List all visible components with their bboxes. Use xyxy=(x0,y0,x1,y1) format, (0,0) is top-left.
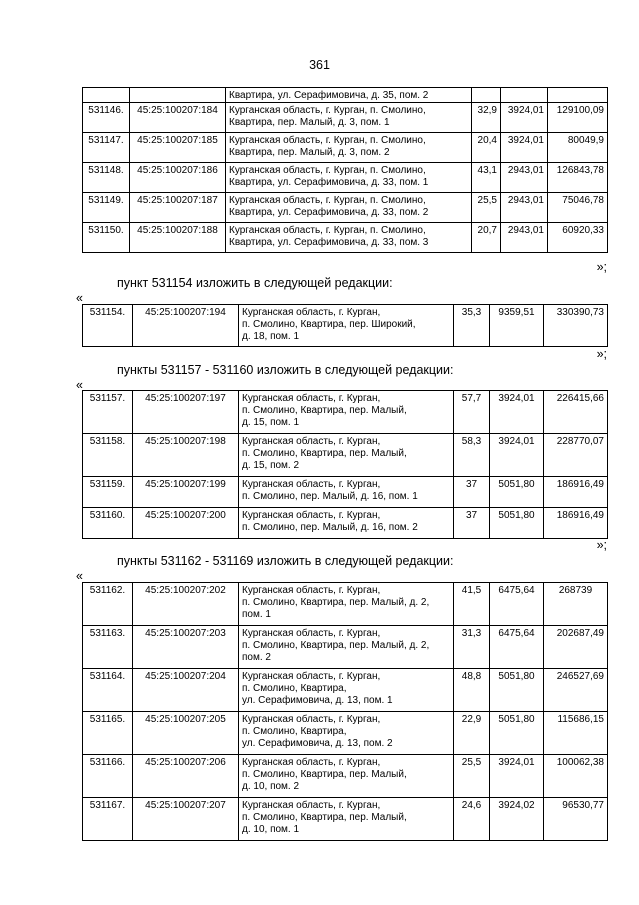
cell-address: Курганская область, г. Курган, п. Смолино, пер. Малый, д. 16, пом. 2 xyxy=(239,508,454,539)
cell-address: Квартира, ул. Серафимовича, д. 35, пом. 2 xyxy=(226,88,472,103)
cell-area: 25,5 xyxy=(472,193,501,223)
cell-cadastral xyxy=(130,88,226,103)
table-row xyxy=(83,391,608,434)
cell-area: 58,3 xyxy=(454,434,490,477)
cell-rate: 3924,02 xyxy=(490,798,544,841)
cell-address: Курганская область, г. Курган, п. Смолино, Квартира, пер. Малый, д. 10, пом. 2 xyxy=(239,755,454,798)
opening-quote-3: « xyxy=(76,569,83,583)
cell-rate: 3924,01 xyxy=(501,133,548,163)
table-row xyxy=(83,305,608,347)
cell-number: 531165. xyxy=(83,712,133,755)
cell-cadastral: 45:25:100207:199 xyxy=(133,477,239,508)
cell-address: Курганская область, г. Курган, п. Смолино, Квартира, пер. Малый, д. 10, пом. 1 xyxy=(239,798,454,841)
property-table-4 xyxy=(82,582,608,841)
cell-area: 35,3 xyxy=(454,305,490,347)
table-row xyxy=(83,434,608,477)
cell-area: 48,8 xyxy=(454,669,490,712)
cell-rate: 6475,64 xyxy=(490,626,544,669)
cell-area: 41,5 xyxy=(454,583,490,626)
cell-sum xyxy=(548,88,608,103)
cell-sum: 202687,49 xyxy=(544,626,608,669)
cell-cadastral: 45:25:100207:206 xyxy=(133,755,239,798)
cell-rate: 2943,01 xyxy=(501,223,548,253)
cell-rate: 3924,01 xyxy=(490,755,544,798)
cell-sum: 75046,78 xyxy=(548,193,608,223)
cell-number: 531163. xyxy=(83,626,133,669)
page-number: 361 xyxy=(309,58,330,72)
cell-area: 20,4 xyxy=(472,133,501,163)
table-row xyxy=(83,133,608,163)
cell-cadastral: 45:25:100207:184 xyxy=(130,103,226,133)
cell-address: Курганская область, г. Курган, п. Смолино, Квартира, пер. Малый, д. 2, пом. 2 xyxy=(239,626,454,669)
cell-number: 531166. xyxy=(83,755,133,798)
cell-area: 32,9 xyxy=(472,103,501,133)
cell-number: 531147. xyxy=(83,133,130,163)
closing-quote-1: »; xyxy=(596,260,607,274)
cell-rate: 2943,01 xyxy=(501,163,548,193)
table-row xyxy=(83,669,608,712)
cell-address: Курганская область, г. Курган, п. Смолино, Квартира, пер. Малый, д. 15, пом. 2 xyxy=(239,434,454,477)
cell-address: Курганская область, г. Курган, п. Смолино, Квартира, ул. Серафимовича, д. 33, пом. 3 xyxy=(226,223,472,253)
opening-quote-2: « xyxy=(76,378,83,392)
table-row xyxy=(83,103,608,133)
cell-area: 22,9 xyxy=(454,712,490,755)
cell-number: 531159. xyxy=(83,477,133,508)
table-row xyxy=(83,508,608,539)
amendment-note-2: пункты 531157 - 531160 изложить в следующей редакции: xyxy=(117,363,454,377)
amendment-note-1: пункт 531154 изложить в следующей редакции: xyxy=(117,276,393,290)
cell-address: Курганская область, г. Курган, п. Смолино, Квартира, пер. Малый, д. 2, пом. 1 xyxy=(239,583,454,626)
cell-address: Курганская область, г. Курган, п. Смолино, Квартира, пер. Малый, д. 3, пом. 2 xyxy=(226,133,472,163)
cell-address: Курганская область, г. Курган, п. Смолино, Квартира, пер. Малый, д. 3, пом. 1 xyxy=(226,103,472,133)
opening-quote-1: « xyxy=(76,291,83,305)
cell-rate: 3924,01 xyxy=(490,434,544,477)
cell-area: 37 xyxy=(454,508,490,539)
cell-number: 531149. xyxy=(83,193,130,223)
cell-sum: 100062,38 xyxy=(544,755,608,798)
cell-sum: 96530,77 xyxy=(544,798,608,841)
table-row xyxy=(83,712,608,755)
property-table-2 xyxy=(82,304,608,347)
cell-number: 531164. xyxy=(83,669,133,712)
cell-cadastral: 45:25:100207:202 xyxy=(133,583,239,626)
table-row xyxy=(83,626,608,669)
cell-cadastral: 45:25:100207:186 xyxy=(130,163,226,193)
property-table-3 xyxy=(82,390,608,539)
cell-address: Курганская область, г. Курган, п. Смолино, Квартира, ул. Серафимовича, д. 13, пом. 2 xyxy=(239,712,454,755)
cell-cadastral: 45:25:100207:205 xyxy=(133,712,239,755)
table-row xyxy=(83,163,608,193)
cell-cadastral: 45:25:100207:198 xyxy=(133,434,239,477)
cell-sum: 246527,69 xyxy=(544,669,608,712)
table-row xyxy=(83,223,608,253)
cell-address: Курганская область, г. Курган, п. Смолино, пер. Малый, д. 16, пом. 1 xyxy=(239,477,454,508)
cell-area: 24,6 xyxy=(454,798,490,841)
cell-cadastral: 45:25:100207:187 xyxy=(130,193,226,223)
cell-area: 31,3 xyxy=(454,626,490,669)
cell-cadastral: 45:25:100207:200 xyxy=(133,508,239,539)
cell-area: 43,1 xyxy=(472,163,501,193)
cell-rate: 2943,01 xyxy=(501,193,548,223)
cell-sum: 228770,07 xyxy=(544,434,608,477)
cell-sum: 129100,09 xyxy=(548,103,608,133)
cell-area: 37 xyxy=(454,477,490,508)
cell-sum: 268739 xyxy=(544,583,608,626)
table-row xyxy=(83,193,608,223)
cell-sum: 186916,49 xyxy=(544,477,608,508)
table-row xyxy=(83,583,608,626)
cell-number xyxy=(83,88,130,103)
cell-area: 20,7 xyxy=(472,223,501,253)
cell-area xyxy=(472,88,501,103)
cell-cadastral: 45:25:100207:203 xyxy=(133,626,239,669)
amendment-note-3: пункты 531162 - 531169 изложить в следующей редакции: xyxy=(117,554,454,568)
property-table-1 xyxy=(82,87,608,253)
cell-sum: 80049,9 xyxy=(548,133,608,163)
cell-number: 531162. xyxy=(83,583,133,626)
cell-sum: 330390,73 xyxy=(544,305,608,347)
cell-number: 531148. xyxy=(83,163,130,193)
cell-area: 25,5 xyxy=(454,755,490,798)
table-row xyxy=(83,798,608,841)
table-row xyxy=(83,477,608,508)
table-row xyxy=(83,88,608,103)
cell-sum: 115686,15 xyxy=(544,712,608,755)
cell-rate: 3924,01 xyxy=(490,391,544,434)
cell-address: Курганская область, г. Курган, п. Смолино, Квартира, пер. Малый, д. 15, пом. 1 xyxy=(239,391,454,434)
cell-rate xyxy=(501,88,548,103)
cell-cadastral: 45:25:100207:185 xyxy=(130,133,226,163)
cell-address: Курганская область, г. Курган, п. Смолино, Квартира, ул. Серафимовича, д. 13, пом. 1 xyxy=(239,669,454,712)
closing-quote-3: »; xyxy=(596,538,607,552)
cell-address: Курганская область, г. Курган, п. Смолино, Квартира, пер. Широкий, д. 18, пом. 1 xyxy=(239,305,454,347)
cell-address: Курганская область, г. Курган, п. Смолино, Квартира, ул. Серафимовича, д. 33, пом. 1 xyxy=(226,163,472,193)
cell-sum: 186916,49 xyxy=(544,508,608,539)
cell-cadastral: 45:25:100207:188 xyxy=(130,223,226,253)
cell-number: 531150. xyxy=(83,223,130,253)
cell-sum: 60920,33 xyxy=(548,223,608,253)
cell-cadastral: 45:25:100207:194 xyxy=(133,305,239,347)
cell-rate: 3924,01 xyxy=(501,103,548,133)
cell-area: 57,7 xyxy=(454,391,490,434)
cell-rate: 6475,64 xyxy=(490,583,544,626)
cell-rate: 5051,80 xyxy=(490,712,544,755)
cell-cadastral: 45:25:100207:197 xyxy=(133,391,239,434)
cell-number: 531146. xyxy=(83,103,130,133)
cell-sum: 126843,78 xyxy=(548,163,608,193)
cell-number: 531157. xyxy=(83,391,133,434)
cell-rate: 9359,51 xyxy=(490,305,544,347)
cell-rate: 5051,80 xyxy=(490,669,544,712)
cell-cadastral: 45:25:100207:204 xyxy=(133,669,239,712)
closing-quote-2: »; xyxy=(596,347,607,361)
cell-number: 531158. xyxy=(83,434,133,477)
cell-number: 531167. xyxy=(83,798,133,841)
cell-rate: 5051,80 xyxy=(490,477,544,508)
cell-sum: 226415,66 xyxy=(544,391,608,434)
cell-number: 531154. xyxy=(83,305,133,347)
cell-address: Курганская область, г. Курган, п. Смолино, Квартира, ул. Серафимовича, д. 33, пом. 2 xyxy=(226,193,472,223)
table-row xyxy=(83,755,608,798)
cell-cadastral: 45:25:100207:207 xyxy=(133,798,239,841)
cell-rate: 5051,80 xyxy=(490,508,544,539)
cell-number: 531160. xyxy=(83,508,133,539)
